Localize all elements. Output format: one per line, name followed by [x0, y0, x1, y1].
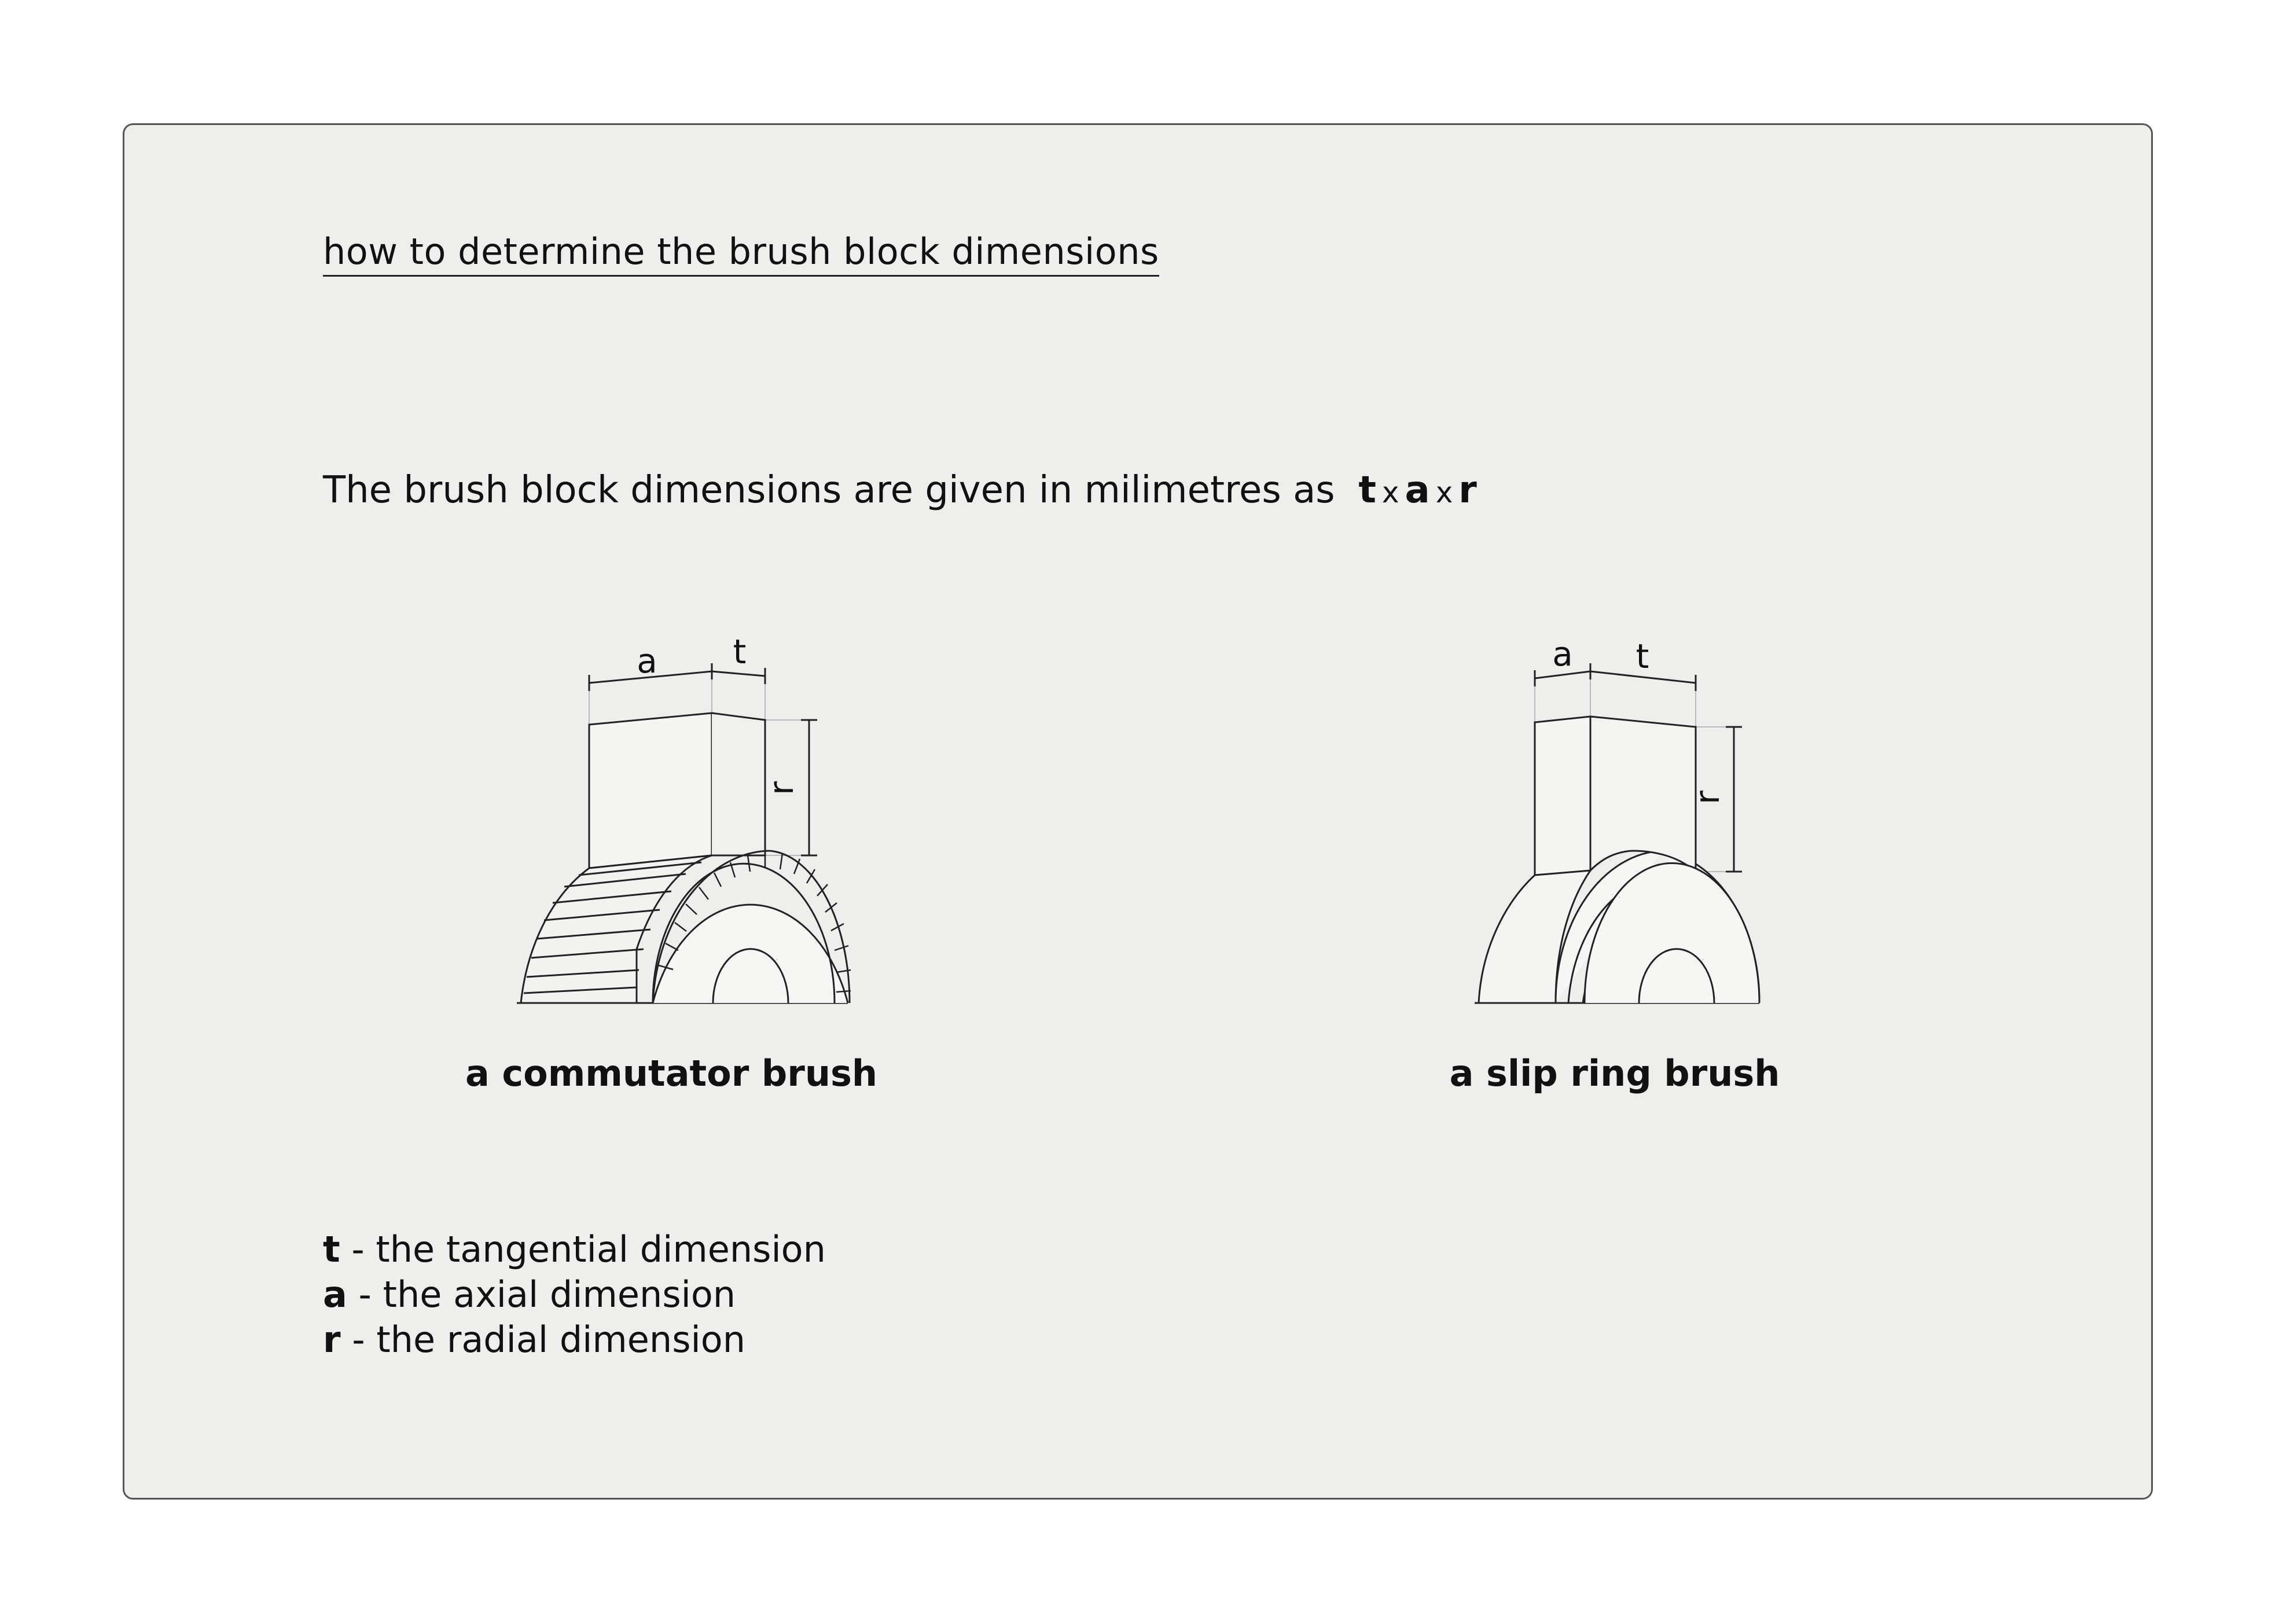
legend-text: - the axial dimension	[347, 1273, 736, 1316]
commutator-brush-block	[589, 713, 765, 868]
intro-sentence: The brush block dimensions are given in milimetres as	[323, 469, 1335, 512]
commutator-label-t: t	[733, 632, 747, 671]
legend-text: - the tangential dimension	[340, 1228, 826, 1270]
intro-symbol-t: t	[1358, 469, 1376, 512]
slip-ring-label-t: t	[1635, 637, 1649, 676]
legend-symbol: t	[323, 1228, 340, 1270]
commutator-brush-diagram	[517, 632, 851, 1003]
commutator-label-a: a	[637, 641, 657, 681]
intro-symbol-a: a	[1405, 469, 1430, 512]
commutator-dim-r	[801, 720, 817, 855]
slip-ring-label-a: a	[1552, 634, 1573, 674]
legend-symbol: a	[323, 1273, 347, 1316]
slip-ring-dim-r	[1726, 727, 1742, 872]
intro-symbol-r: r	[1458, 469, 1477, 512]
slip-ring-brush-caption: a slip ring brush	[1449, 1052, 1780, 1094]
slip-ring-brush-block	[1535, 717, 1696, 875]
legend-item-r	[323, 1317, 826, 1362]
legend-item-t	[323, 1227, 826, 1272]
intro-times-2: x	[1435, 476, 1453, 509]
dimension-legend	[323, 1227, 826, 1362]
commutator-drum	[517, 851, 851, 1003]
legend-text: - the radial dimension	[340, 1318, 745, 1361]
slip-ring-label-r: r	[1688, 791, 1727, 804]
commutator-brush-caption: a commutator brush	[465, 1052, 878, 1094]
slip-ring-brush-diagram	[1475, 634, 1759, 1003]
legend-item-a	[323, 1272, 826, 1317]
intro-times-1: x	[1381, 476, 1399, 509]
page-title: how to determine the brush block dimensions	[323, 230, 1159, 277]
legend-symbol: r	[323, 1318, 341, 1361]
commutator-label-r: r	[762, 781, 801, 795]
